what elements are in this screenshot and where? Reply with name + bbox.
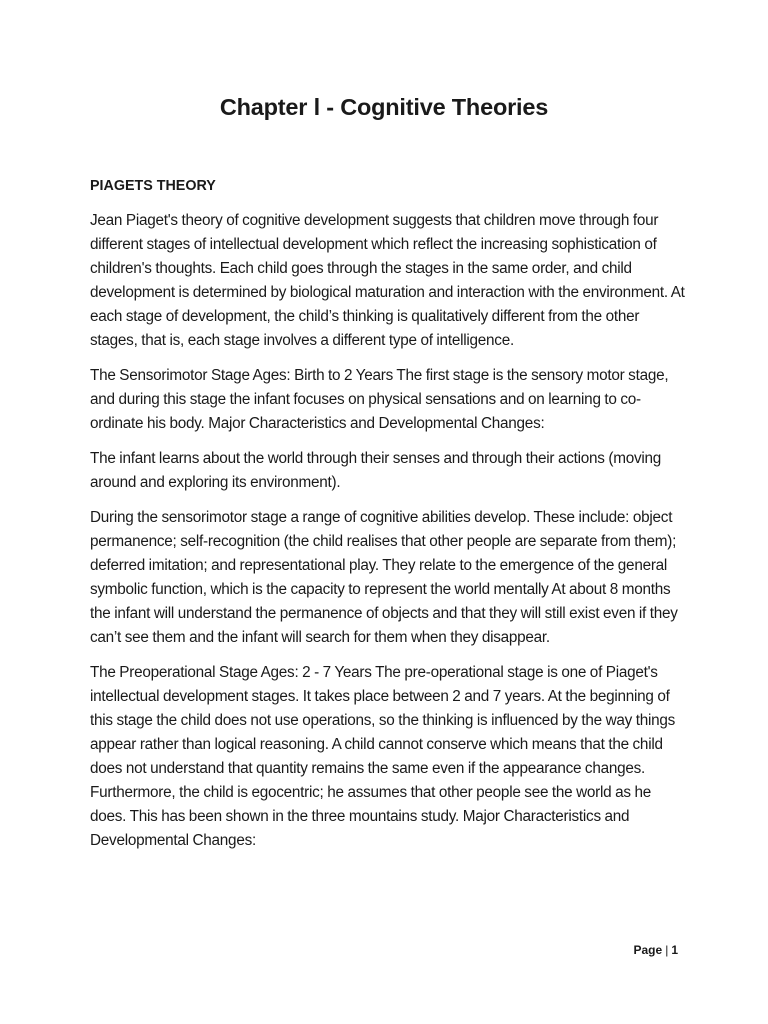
document-body	[90, 174, 690, 864]
page-number: 1	[671, 943, 678, 957]
page-footer	[634, 943, 679, 957]
paragraph-intro: Jean Piaget's theory of cognitive development suggests that children move through four different stages of intellectual development which reflect the increasing sophistication of children's thoughts. Each child goes through the stages in the same order, and child development is determined by biological maturation and interaction with the environment. At each stage of development, the child’s thinking is qualitatively different from the other stages, that is, each stage involves a different type of intelligence.	[90, 212, 685, 349]
page-title: Chapter l - Cognitive Theories	[219, 94, 549, 120]
paragraph-preoperational-stage: The Preoperational Stage Ages: 2 - 7 Years The pre-operational stage is one of Piaget's intellectual development stages. It takes place between 2 and 7 years. At the beginning of this stage the child does not use operations, so the thinking is influenced by the way things appear rather than logical reasoning. A child cannot conserve which means that the child does not understand that quantity remains the same even if the appearance changes. Furthermore, the child is egocentric; he assumes that other people see the world as he does. This has been shown in the three mountains study. Major Characteristics and Developmental Changes:	[90, 664, 676, 849]
paragraph-sensorimotor-abilities: During the sensorimotor stage a range of cognitive abilities develop. These include: object permanence; self-recognition (the child realises that other people are separate from them); deferred imitation; and representational play. They relate to the emergence of the general symbolic function, which is the capacity to represent the world mentally At about 8 months the infant will understand the permanence of objects and that they will still exist even if they can’t see them and the infant will search for them when they disappear.	[90, 509, 678, 646]
page-label: Page	[633, 943, 663, 957]
section-heading: PIAGETS THEORY	[90, 178, 216, 194]
paragraph-infant-learning: The infant learns about the world through their senses and through their actions (moving around and exploring its environment).	[90, 450, 662, 491]
paragraph-sensorimotor-stage: The Sensorimotor Stage Ages: Birth to 2 Years The first stage is the sensory motor stage, and during this stage the infant focuses on physical sensations and on learning to co-ordinate his body. Major Characteristics and Developmental Changes:	[90, 367, 669, 432]
page-separator: |	[665, 943, 669, 957]
